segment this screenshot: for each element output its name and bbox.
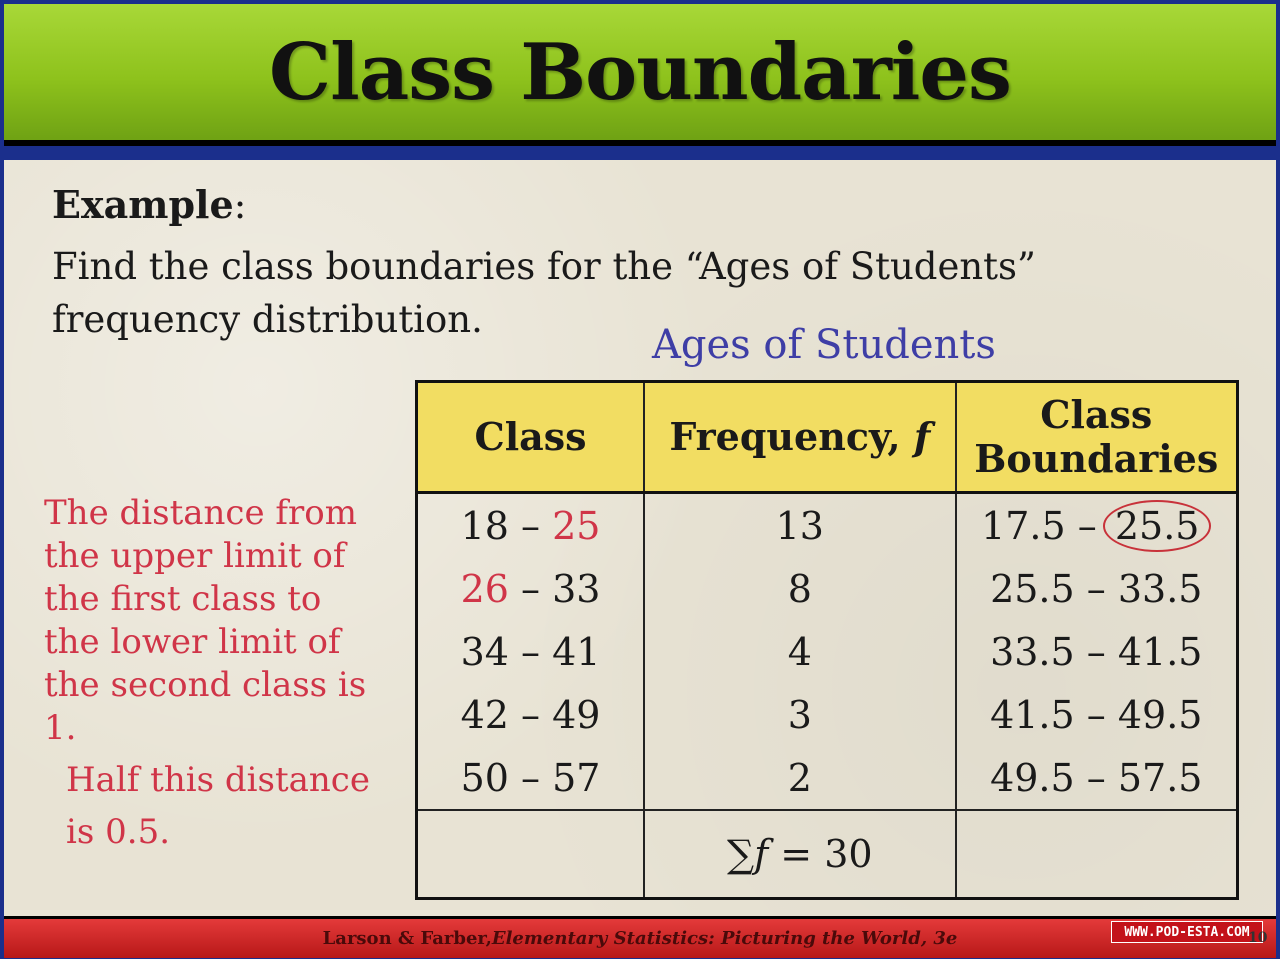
class-upper: 57	[552, 755, 601, 800]
class-dash: –	[508, 755, 553, 800]
boundary-cell	[956, 493, 1238, 558]
table-row	[417, 493, 1238, 558]
title-divider-blue	[4, 146, 1276, 160]
header-frequency	[644, 382, 956, 493]
table-row	[417, 746, 1238, 810]
class-cell	[417, 683, 645, 746]
boundary-high: 33.5	[1117, 566, 1203, 611]
class-lower-highlighted: 26	[460, 566, 509, 611]
total-f-symbol: f	[754, 832, 769, 876]
boundary-low: 17.5	[981, 503, 1066, 548]
table-header-row	[417, 382, 1238, 493]
boundary-low: 25.5	[990, 566, 1075, 611]
class-lower: 18	[460, 503, 509, 548]
boundary-dash: –	[1065, 503, 1109, 548]
boundary-high: 41.5	[1117, 629, 1203, 674]
boundary-low: 33.5	[990, 629, 1075, 674]
boundary-cell	[956, 557, 1238, 620]
boundary-cell	[956, 620, 1238, 683]
class-dash: –	[508, 566, 553, 611]
boundary-dash: –	[1074, 755, 1118, 800]
header-boundaries-line2: Boundaries	[974, 436, 1219, 481]
class-cell	[417, 746, 645, 810]
table-row	[417, 620, 1238, 683]
footer-bar	[4, 916, 1276, 958]
frequency-table	[415, 380, 1239, 900]
boundary-high: 49.5	[1117, 692, 1203, 737]
total-frequency-cell	[644, 810, 956, 899]
slide-title: Class Boundaries	[269, 26, 1011, 118]
table-title: Ages of Students	[652, 322, 996, 368]
frequency-cell: 4	[644, 620, 956, 683]
total-value: = 30	[768, 832, 873, 876]
class-dash: –	[508, 692, 553, 737]
class-dash: –	[508, 503, 553, 548]
question-text: Find the class boundaries for the “Ages of Students” frequency distribution.	[52, 245, 1036, 341]
header-frequency-label: Frequency,	[669, 414, 914, 459]
class-lower: 50	[460, 755, 509, 800]
class-upper: 49	[552, 692, 601, 737]
frequency-cell: 3	[644, 683, 956, 746]
class-cell	[417, 620, 645, 683]
frequency-cell: 2	[644, 746, 956, 810]
distance-note: The distance from the upper limit of the first class to the lower limit of the second class is 1.	[44, 493, 367, 748]
boundary-dash: –	[1074, 692, 1118, 737]
boundary-dash: –	[1074, 566, 1118, 611]
example-label-text: Example	[52, 182, 234, 227]
watermark-badge: WWW.POD-ESTA.COM	[1111, 921, 1263, 943]
class-upper: 41	[552, 629, 601, 674]
class-dash: –	[508, 629, 553, 674]
title-bar	[4, 4, 1276, 140]
class-lower: 42	[460, 692, 509, 737]
example-label	[52, 182, 246, 227]
class-cell	[417, 557, 645, 620]
boundary-high: 57.5	[1117, 755, 1203, 800]
boundary-cell	[956, 683, 1238, 746]
class-upper: 33	[552, 566, 601, 611]
total-row	[417, 810, 1238, 899]
boundary-low: 41.5	[990, 692, 1075, 737]
class-upper-highlighted: 25	[552, 503, 601, 548]
footer-authors: Larson & Farber,	[322, 928, 492, 949]
header-boundaries-line1: Class	[1040, 392, 1153, 437]
total-empty-cell	[417, 810, 645, 899]
page-number: 10	[1248, 930, 1268, 946]
class-lower: 34	[460, 629, 509, 674]
header-class-boundaries	[956, 382, 1238, 493]
total-empty-cell	[956, 810, 1238, 899]
header-class: Class	[417, 382, 645, 493]
half-distance-note: Half this distance is 0.5.	[66, 760, 370, 852]
frequency-cell: 13	[644, 493, 956, 558]
footer-book-title: Elementary Statistics: Picturing the World, 3e	[491, 928, 958, 949]
sigma-symbol: ∑	[727, 832, 755, 876]
boundary-dash: –	[1074, 629, 1118, 674]
boundary-low: 49.5	[990, 755, 1075, 800]
boundary-high-circled: 25.5	[1103, 500, 1212, 552]
table-row	[417, 683, 1238, 746]
header-frequency-symbol: f	[913, 414, 931, 459]
table-row	[417, 557, 1238, 620]
boundary-cell	[956, 746, 1238, 810]
frequency-cell: 8	[644, 557, 956, 620]
class-cell	[417, 493, 645, 558]
example-colon: :	[233, 183, 247, 227]
